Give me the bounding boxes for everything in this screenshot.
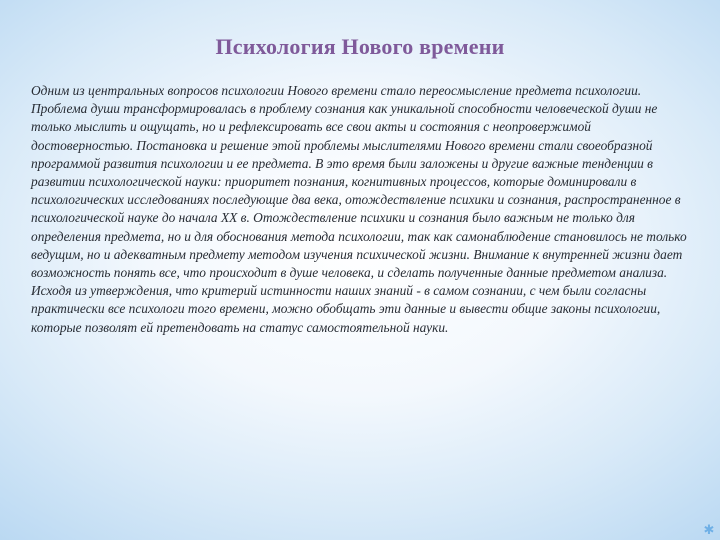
asterisk-icon: ✱ [703, 522, 715, 537]
slide-title: Психология Нового времени [215, 34, 505, 59]
slide-body-text: Одним из центральных вопросов психологии Нового времени стало переосмысление предмета психологии. Проблема души трансформировалась в проблему сознания как уникальной способности человеческой души не только мыслить и ощущать, но и рефлексировать все свои акты и состояния с неопровержимой достоверностью. Постановка и решение этой проблемы мыслителями Нового времени стали своеобразной программой развития психологии и ее предмета. В это время были заложены и другие важные тенденции в развитии психологической науки: приоритет познания, когнитивных процессов, которые доминировали в психологических исследованиях последующие два века, отождествление психики и сознания, распространенное в психологической науке до начала XX в. Отождествление психики и сознания было важным не только для определения предмета, но и для обоснования метода психологии, так как самонаблюдение становилось не только ведущим, но и адекватным предмету методом изучения психической жизни. Внимание к внутренней жизни дает возможность понять все, что происходит в душе человека, и сделать полученные данные предметом анализа. Исходя из утверждения, что критерий истинности наших знаний - в самом сознании, с чем были согласны практически все психологи того времени, можно обобщать эти данные и вывести общие законы психологии, которые позволят ей претендовать на статус самостоятельной науки. [31, 83, 687, 335]
